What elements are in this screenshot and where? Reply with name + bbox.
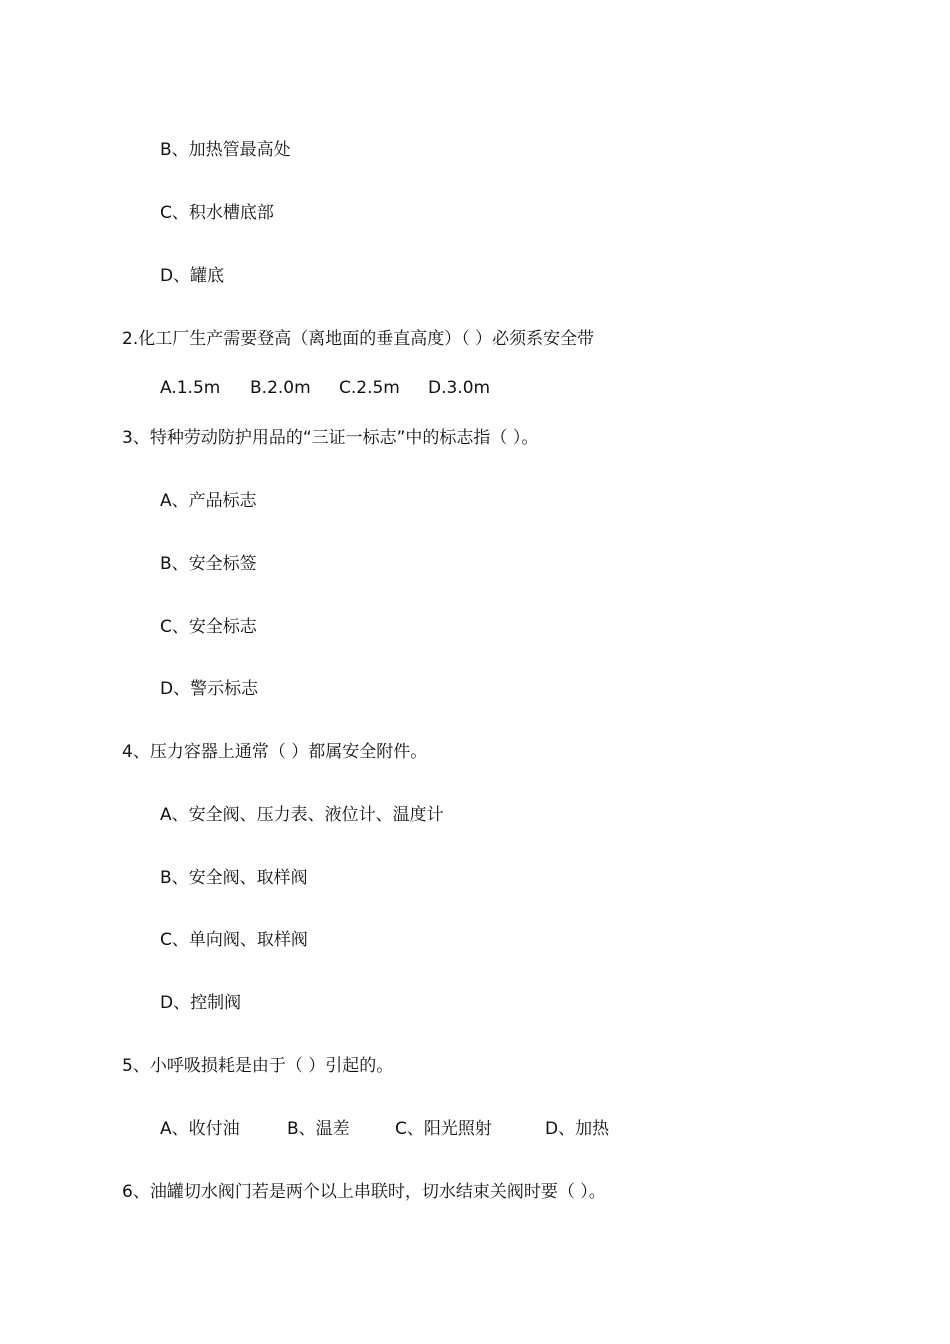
- question-5-stem: 5、小呼吸损耗是由于（ ）引起的。: [122, 1056, 394, 1076]
- option-a: A、产品标志: [160, 491, 257, 511]
- option-c: C、阳光照射: [395, 1119, 492, 1139]
- question-4-stem: 4、压力容器上通常（ ）都属安全附件。: [122, 742, 428, 762]
- option-a: A、收付油: [160, 1119, 240, 1139]
- option-c: C.2.5m: [339, 378, 400, 398]
- option-b: B、加热管最高处: [160, 140, 291, 160]
- question-3-stem: 3、特种劳动防护用品的“三证一标志”中的标志指（ ）。: [122, 428, 539, 448]
- option-d: D.3.0m: [428, 378, 491, 398]
- question-2-options: [160, 376, 490, 400]
- option-a: A、安全阀、压力表、液位计、温度计: [160, 805, 444, 825]
- option-b: B.2.0m: [250, 378, 311, 398]
- option-c: C、单向阀、取样阀: [160, 930, 308, 950]
- option-b: B、安全标签: [160, 554, 257, 574]
- option-d: D、控制阀: [160, 993, 242, 1013]
- option-b: B、温差: [287, 1119, 350, 1139]
- question-5-options: [160, 1117, 609, 1141]
- option-c: C、安全标志: [160, 617, 257, 637]
- option-b: B、安全阀、取样阀: [160, 868, 308, 888]
- question-6-stem: 6、油罐切水阀门若是两个以上串联时，切水结束关阀时要（ ）。: [122, 1182, 606, 1202]
- option-c: C、积水槽底部: [160, 203, 274, 223]
- option-a: A.1.5m: [160, 378, 221, 398]
- option-d: D、警示标志: [160, 679, 259, 699]
- question-2-stem: 2.化工厂生产需要登高（离地面的垂直高度）（ ）必须系安全带: [122, 329, 595, 349]
- option-d: D、罐底: [160, 266, 225, 286]
- option-d: D、加热: [545, 1119, 610, 1139]
